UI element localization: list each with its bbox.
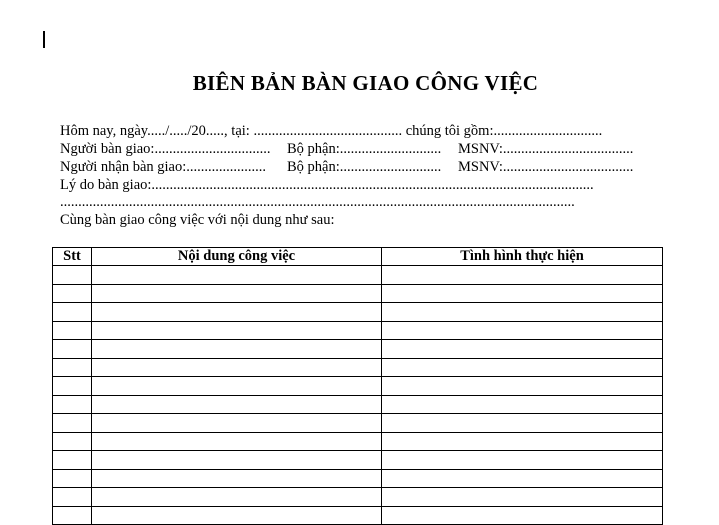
task-content-cell[interactable] [92,340,382,359]
table-row [53,284,663,303]
text-cursor [43,31,45,48]
table-body [53,266,663,525]
progress-cell[interactable] [382,321,663,340]
table-row [53,469,663,488]
table-row [53,358,663,377]
reason-continuation-line: .............................................................................................................................................. [60,194,575,210]
table-row [53,414,663,433]
progress-cell[interactable] [382,488,663,507]
table-row [53,395,663,414]
task-content-cell[interactable] [92,451,382,470]
stt-cell[interactable] [53,266,92,285]
progress-cell[interactable] [382,266,663,285]
table-row [53,321,663,340]
intro-line: Hôm nay, ngày...../...../20....., tại: ......................................... chúng tôi gồm:.............................. [60,123,603,139]
task-content-cell[interactable] [92,414,382,433]
content-intro-line: Cùng bàn giao công việc với nội dung như sau: [60,212,335,228]
table-header-row [53,248,663,266]
header-stt: Stt [53,248,92,266]
giver-name-field: Người bàn giao:................................ [60,141,271,157]
stt-cell[interactable] [53,488,92,507]
receiver-id-field: MSNV:.................................... [458,159,634,175]
stt-cell[interactable] [53,358,92,377]
table-row [53,266,663,285]
giver-dept-field: Bộ phận:............................ [287,141,442,157]
receiver-dept-field: Bộ phận:............................ [287,159,442,175]
task-content-cell[interactable] [92,432,382,451]
giver-line [60,141,634,158]
task-content-cell[interactable] [92,284,382,303]
progress-cell[interactable] [382,377,663,396]
task-content-cell[interactable] [92,303,382,322]
stt-cell[interactable] [53,432,92,451]
document-title: BIÊN BẢN BÀN GIAO CÔNG VIỆC [192,71,539,95]
progress-cell[interactable] [382,414,663,433]
stt-cell[interactable] [53,395,92,414]
stt-cell[interactable] [53,340,92,359]
stt-cell[interactable] [53,469,92,488]
progress-cell[interactable] [382,303,663,322]
table-row [53,506,663,525]
table-row [53,303,663,322]
receiver-name-field: Người nhận bàn giao:...................... [60,159,267,175]
task-content-cell[interactable] [92,395,382,414]
progress-cell[interactable] [382,432,663,451]
table-row [53,340,663,359]
stt-cell[interactable] [53,303,92,322]
giver-id-field: MSNV:.................................... [458,141,634,157]
stt-cell[interactable] [53,284,92,303]
header-progress: Tình hình thực hiện [382,248,663,266]
progress-cell[interactable] [382,469,663,488]
receiver-line [60,159,634,176]
task-content-cell[interactable] [92,469,382,488]
progress-cell[interactable] [382,506,663,525]
progress-cell[interactable] [382,451,663,470]
task-content-cell[interactable] [92,488,382,507]
table-row [53,377,663,396]
task-content-cell[interactable] [92,358,382,377]
table-row [53,451,663,470]
progress-cell[interactable] [382,358,663,377]
reason-line: Lý do bàn giao:.......................................................................................................................... [60,177,594,193]
stt-cell[interactable] [53,414,92,433]
table-row [53,488,663,507]
task-content-cell[interactable] [92,506,382,525]
stt-cell[interactable] [53,506,92,525]
task-content-cell[interactable] [92,377,382,396]
progress-cell[interactable] [382,340,663,359]
task-content-cell[interactable] [92,266,382,285]
task-content-cell[interactable] [92,321,382,340]
stt-cell[interactable] [53,321,92,340]
header-task-content: Nội dung công việc [92,248,382,266]
stt-cell[interactable] [53,377,92,396]
progress-cell[interactable] [382,284,663,303]
progress-cell[interactable] [382,395,663,414]
task-table [52,247,663,525]
table-row [53,432,663,451]
stt-cell[interactable] [53,451,92,470]
